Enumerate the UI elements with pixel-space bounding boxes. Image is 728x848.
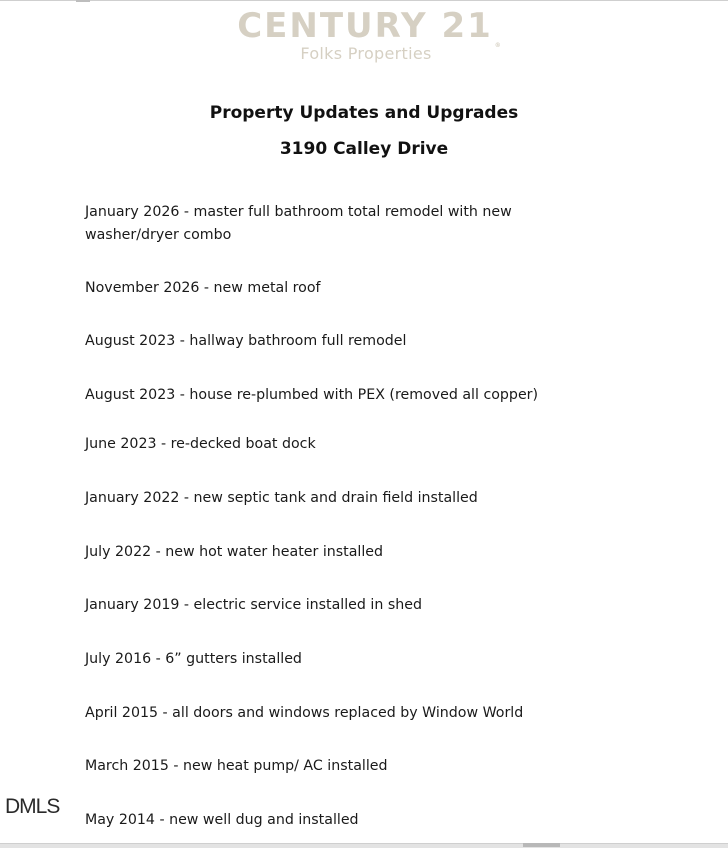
update-item: July 2016 - 6” gutters installed <box>85 651 302 667</box>
logo-brand-wordmark <box>235 6 501 49</box>
update-item: January 2022 - new septic tank and drain field installed <box>85 490 478 506</box>
update-item: May 2014 - new well dug and installed <box>85 812 359 828</box>
top-border-tick <box>76 0 90 2</box>
update-item: August 2023 - house re-plumbed with PEX (removed all copper) <box>85 387 539 403</box>
document-title: Property Updates and Upgrades <box>209 103 519 123</box>
horizontal-scrollbar[interactable] <box>0 843 728 848</box>
dmls-watermark: DMLS <box>5 795 60 818</box>
update-item: January 2026 - master full bathroom total remodel with new washer/dryer combo <box>85 204 512 243</box>
century21-logo <box>0 6 728 63</box>
update-item: March 2015 - new heat pump/ AC installed <box>85 758 388 774</box>
update-item: January 2019 - electric service installed in shed <box>85 597 422 613</box>
scrollbar-thumb[interactable] <box>523 843 560 847</box>
update-item: November 2026 - new metal roof <box>85 280 321 296</box>
update-item: June 2023 - re-decked boat dock <box>85 436 316 452</box>
logo-office-name: Folks Properties <box>300 44 432 63</box>
property-address: 3190 Calley Drive <box>279 139 449 159</box>
logo-brand-text: CENTURY 21 <box>237 6 493 46</box>
update-item: July 2022 - new hot water heater installed <box>85 544 384 560</box>
update-item: August 2023 - hallway bathroom full remodel <box>85 333 407 349</box>
registered-mark-icon: ® <box>494 42 501 49</box>
update-item: April 2015 - all doors and windows replaced by Window World <box>85 705 524 721</box>
top-border-line <box>0 0 728 1</box>
